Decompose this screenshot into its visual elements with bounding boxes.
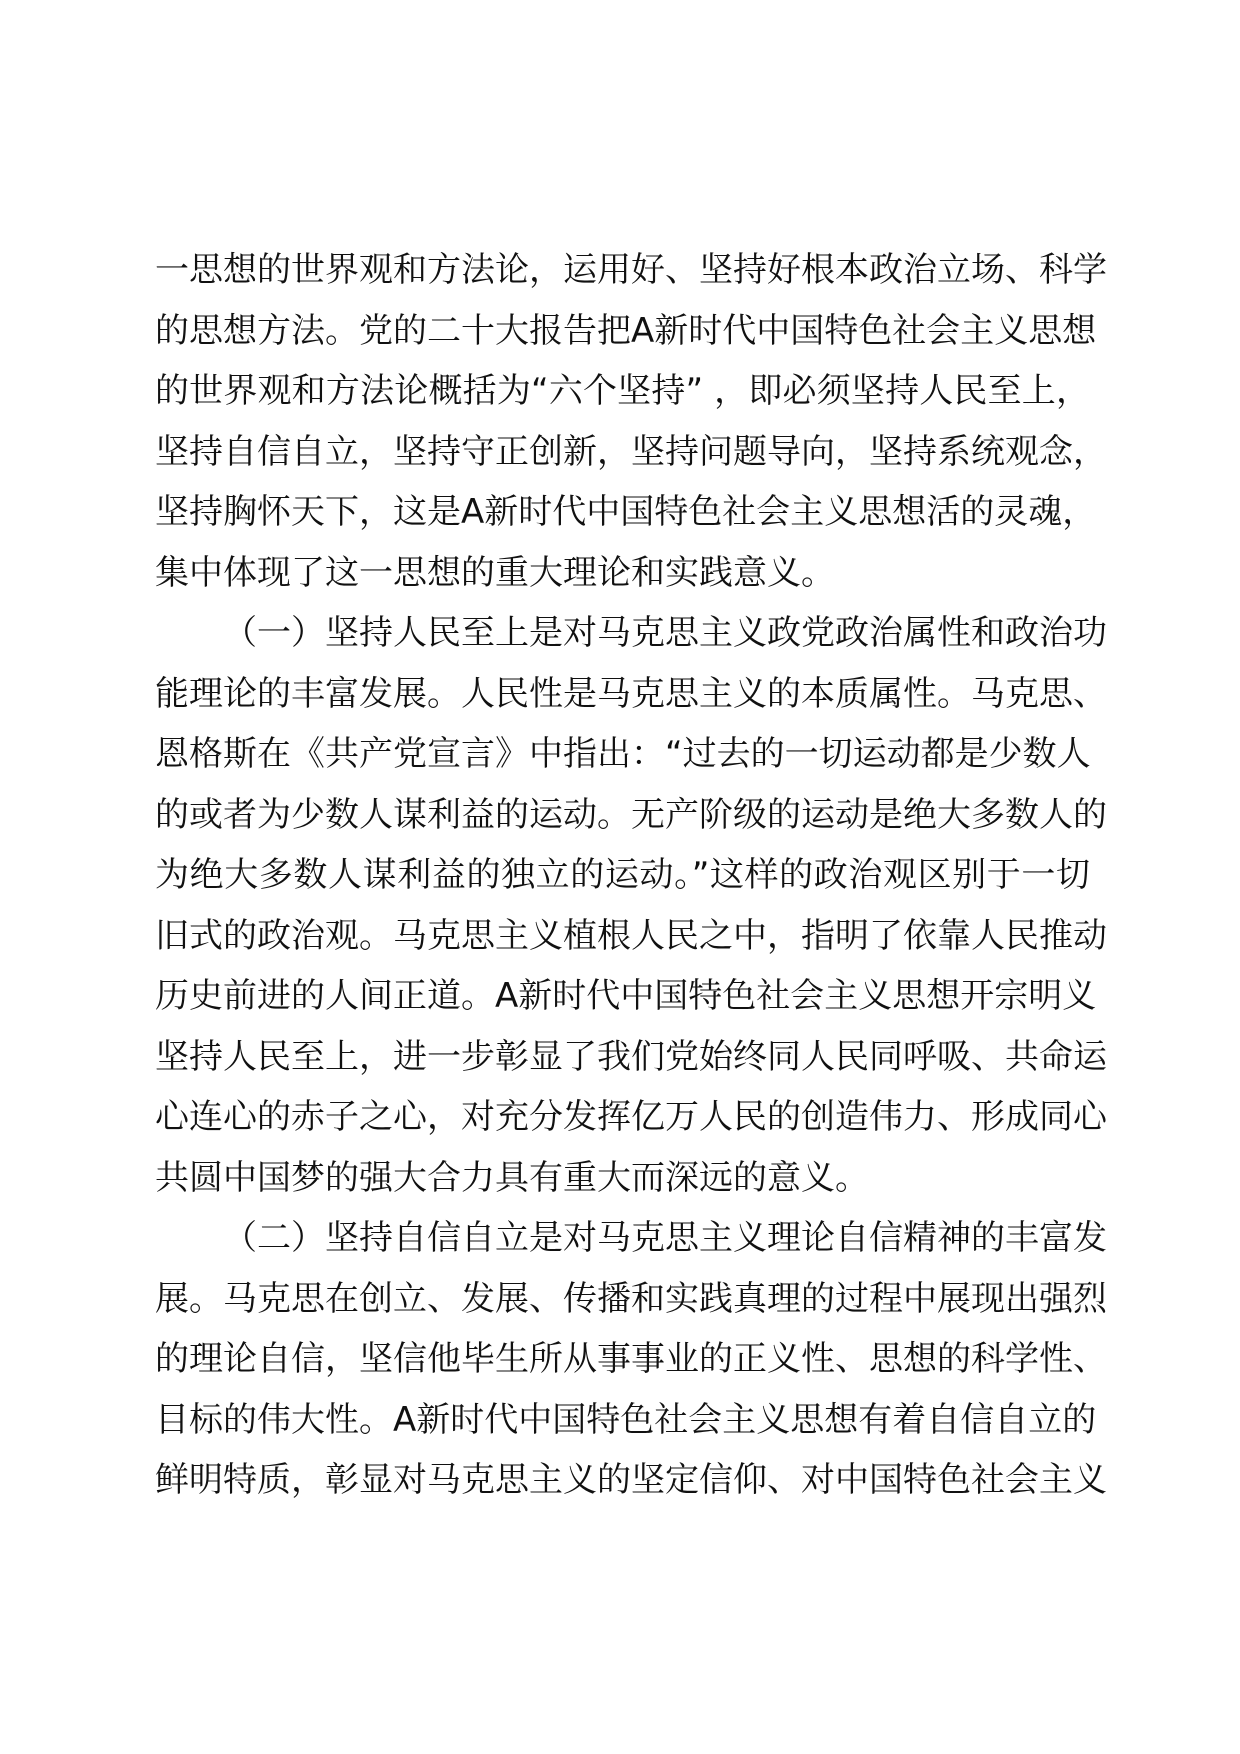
text-line: 共圆中国梦的强大合力具有重大而深远的意义。 [155,1157,869,1198]
text-line: 集中体现了这一思想的重大理论和实践意义。 [155,552,835,593]
body-text [155,240,1107,1511]
text-line: 展。马克思在创立、发展、传播和实践真理的过程中展现出强烈 [155,1278,1107,1319]
text-line: 鲜明特质，彰显对马克思主义的坚定信仰、对中国特色社会主义 [155,1460,1107,1500]
text-line: 为绝大多数人谋利益的独立的运动。”这样的政治观区别于一切 [155,855,1090,895]
text-line: 的或者为少数人谋利益的运动。无产阶级的运动是绝大多数人的 [155,794,1107,835]
text-line: 心连心的赤子之心，对充分发挥亿万人民的创造伟力、形成同心 [155,1097,1107,1137]
text-line: 恩格斯在《共产党宣言》中指出：“过去的一切运动都是少数人 [155,734,1091,774]
text-line: 的世界观和方法论概括为“六个坚持” ，即必须坚持人民至上， [155,371,1090,411]
text-line: 坚持胸怀天下，这是A新时代中国特色社会主义思想活的灵魂， [155,492,1097,532]
paragraph-2 [155,603,1107,1208]
text-line: 历史前进的人间正道。A新时代中国特色社会主义思想开宗明义 [155,976,1097,1016]
paragraph-3 [155,1208,1107,1511]
text-line: 旧式的政治观。马克思主义植根人民之中，指明了依靠人民推动 [155,915,1107,956]
paragraph-1 [155,240,1107,603]
text-line: 的理论自信，坚信他毕生所从事事业的正义性、思想的科学性、 [155,1339,1107,1379]
text-line: 一思想的世界观和方法论，运用好、坚持好根本政治立场、科学 [155,250,1107,290]
text-line: 目标的伟大性。A新时代中国特色社会主义思想有着自信自立的 [155,1399,1097,1440]
text-line: 的思想方法。党的二十大报告把A新时代中国特色社会主义思想 [155,310,1097,351]
text-line: 坚持人民至上，进一步彰显了我们党始终同人民同呼吸、共命运 [155,1036,1107,1077]
text-line: （二）坚持自信自立是对马克思主义理论自信精神的丰富发 [223,1218,1107,1258]
text-line: 能理论的丰富发展。人民性是马克思主义的本质属性。马克思、 [155,673,1107,714]
text-line: 坚持自信自立，坚持守正创新，坚持问题导向，坚持系统观念， [155,431,1107,472]
text-line: （一）坚持人民至上是对马克思主义政党政治属性和政治功 [223,613,1107,653]
